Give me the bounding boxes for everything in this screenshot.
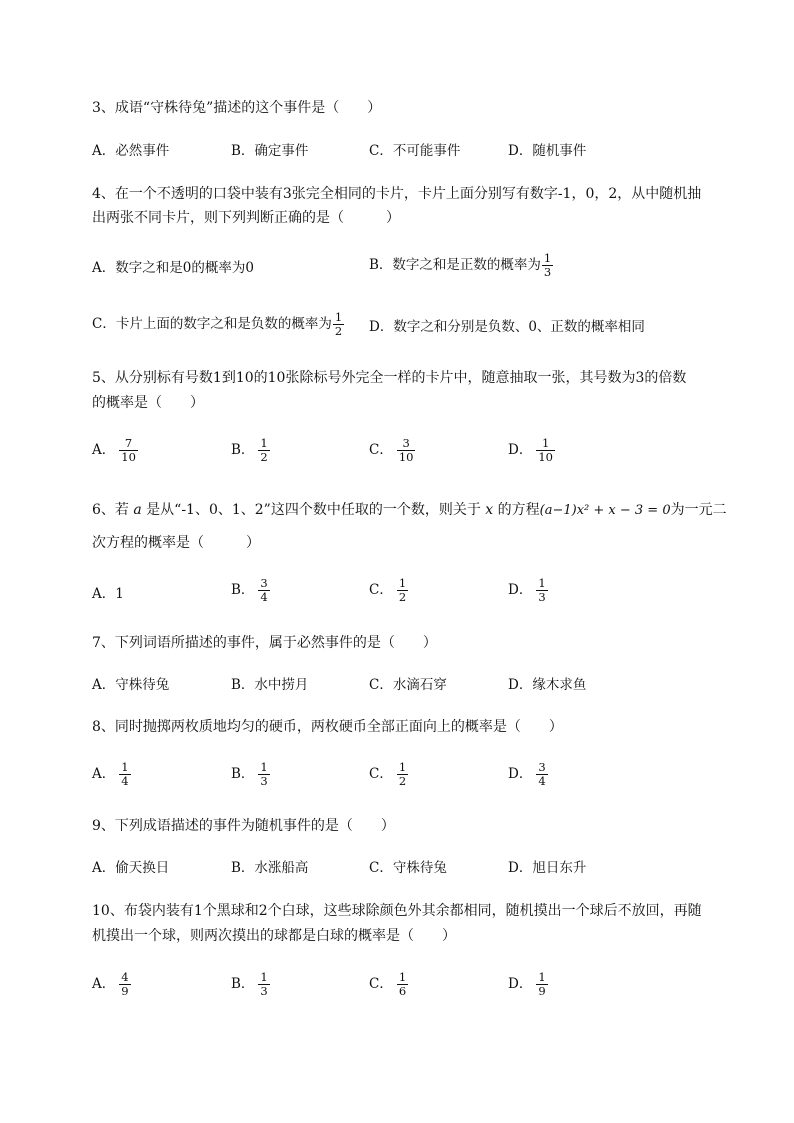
- q7-option-b: B．水中捞月: [231, 677, 309, 693]
- q4-option-c-text: C．卡片上面的数字之和是负数的概率为: [92, 316, 332, 332]
- fraction: [536, 971, 547, 998]
- q5-stem-line1: 5、从分别标有号数1到10的10张除标号外完全一样的卡片中，随意抽取一张，其号数为3的倍数: [92, 370, 687, 386]
- denominator: 3: [260, 984, 268, 998]
- q6-option-a: A．1: [92, 586, 124, 602]
- numerator: 1: [260, 760, 268, 774]
- denominator: 3: [260, 774, 268, 788]
- q6-text-d: 为一元二: [670, 502, 727, 518]
- q5-stem-line2: 的概率是（ ）: [92, 395, 204, 411]
- q8-option-b: [231, 761, 270, 788]
- q9-option-d: D．旭日东升: [508, 860, 587, 876]
- numerator: 1: [260, 436, 268, 450]
- numerator: 1: [398, 576, 407, 590]
- denominator: 10: [538, 450, 553, 464]
- option-letter: C．: [369, 766, 393, 782]
- q6-text-b: 是从“-1、0、1、2”这四个数中任取的一个数，则关于: [141, 502, 486, 518]
- fraction: [536, 437, 555, 464]
- denominator: 4: [260, 590, 268, 604]
- option-letter: B．: [231, 766, 255, 782]
- q3-option-b: B．确定事件: [231, 143, 309, 159]
- denominator: 9: [121, 984, 129, 998]
- q9-option-a: A．偷天换日: [92, 860, 170, 876]
- q5-option-a: [92, 437, 138, 464]
- q3-option-d: D．随机事件: [508, 143, 587, 159]
- q7-option-c: C．水滴石穿: [369, 677, 447, 693]
- option-letter: D．: [508, 976, 533, 992]
- q4-option-b-text: B．数字之和是正数的概率为: [369, 257, 541, 273]
- numerator: 1: [334, 310, 343, 324]
- q7-option-d: D．缘木求鱼: [508, 677, 587, 693]
- denominator: 4: [121, 774, 129, 788]
- numerator: 1: [260, 970, 268, 984]
- numerator: 1: [121, 760, 129, 774]
- numerator: 3: [538, 760, 546, 774]
- denominator: 6: [398, 984, 407, 998]
- option-letter: C．: [369, 976, 393, 992]
- numerator: 1: [398, 970, 407, 984]
- q4-option-b: [369, 252, 555, 279]
- q9-option-c: C．守株待兔: [369, 860, 447, 876]
- q6-option-b: [231, 577, 270, 604]
- denominator: 9: [538, 984, 546, 998]
- q10-option-d: [508, 971, 548, 998]
- denominator: 2: [260, 450, 268, 464]
- q4-option-c-fraction: [333, 311, 344, 338]
- option-letter: A．: [92, 976, 116, 992]
- q8-option-d: [508, 761, 548, 788]
- q3-option-c: C．不可能事件: [369, 143, 461, 159]
- q4-option-a: A．数字之和是0的概率为0: [92, 260, 254, 276]
- q5-option-b: [231, 437, 270, 464]
- q6-stem-line1: [92, 500, 727, 521]
- option-letter: D．: [508, 582, 533, 598]
- option-letter: D．: [508, 766, 533, 782]
- q9-option-b: B．水涨船高: [231, 860, 309, 876]
- q10-option-a: [92, 971, 131, 998]
- numerator: 1: [541, 436, 550, 450]
- option-letter: B．: [231, 442, 255, 458]
- q5-option-d: [508, 437, 555, 464]
- option-letter: C．: [369, 442, 393, 458]
- q6-stem-line2: 次方程的概率是（ ）: [92, 535, 260, 551]
- q6-option-c: [369, 577, 408, 604]
- q9-stem: 9、下列成语描述的事件为随机事件的是（ ）: [92, 818, 395, 834]
- q4-stem-line2: 出两张不同卡片，则下列判断正确的是（ ）: [92, 210, 400, 226]
- numerator: 1: [538, 970, 546, 984]
- fraction: [258, 971, 269, 998]
- q10-stem-line2: 机摸出一个球，则两次摸出的球都是白球的概率是（ ）: [92, 928, 456, 944]
- q4-option-d: D．数字之和分别是负数、0、正数的概率相同: [369, 319, 645, 335]
- fraction: [119, 437, 138, 464]
- q4-option-c: [92, 311, 346, 338]
- variable-x: x: [485, 502, 494, 518]
- q10-option-c: [369, 971, 408, 998]
- fraction: [119, 971, 130, 998]
- denominator: 2: [398, 774, 407, 788]
- q6-option-d: [508, 577, 548, 604]
- denominator: 2: [334, 324, 343, 338]
- q6-equation: (a−1)x² + x − 3 = 0: [539, 503, 671, 518]
- fraction: [258, 577, 269, 604]
- q10-stem-line1: 10、布袋内装有1个黑球和2个白球，这些球除颜色外其余都相同，随机摸出一个球后不放回，再随: [92, 903, 702, 919]
- denominator: 4: [538, 774, 546, 788]
- q8-option-a: [92, 761, 131, 788]
- option-letter: B．: [231, 582, 255, 598]
- q5-option-c: [369, 437, 415, 464]
- q3-stem: 3、成语“守株待兔”描述的这个事件是（ ）: [92, 100, 382, 116]
- fraction: [258, 437, 269, 464]
- option-letter: A．: [92, 766, 116, 782]
- numerator: 7: [124, 436, 133, 450]
- numerator: 4: [121, 970, 129, 984]
- q6-text-a: 6、若: [92, 502, 134, 518]
- fraction: [536, 577, 547, 604]
- denominator: 10: [398, 450, 414, 464]
- variable-a: a: [133, 502, 142, 518]
- numerator: 3: [402, 436, 410, 450]
- fraction: [397, 761, 408, 788]
- fraction: [119, 761, 130, 788]
- numerator: 3: [260, 576, 268, 590]
- fraction: [258, 761, 269, 788]
- numerator: 1: [538, 576, 546, 590]
- denominator: 3: [538, 590, 546, 604]
- fraction: [397, 577, 408, 604]
- option-letter: C．: [369, 582, 393, 598]
- fraction: [536, 761, 547, 788]
- q8-option-c: [369, 761, 408, 788]
- q6-text-c: 的方程: [493, 502, 540, 518]
- option-letter: B．: [231, 976, 255, 992]
- option-letter: A．: [92, 442, 116, 458]
- fraction: [397, 971, 408, 998]
- denominator: 2: [398, 590, 407, 604]
- q8-stem: 8、同时抛掷两枚质地均匀的硬币，两枚硬币全部正面向上的概率是（ ）: [92, 719, 563, 735]
- denominator: 3: [543, 265, 552, 279]
- denominator: 10: [121, 450, 136, 464]
- q7-stem: 7、下列词语所描述的事件，属于必然事件的是（ ）: [92, 635, 437, 651]
- fraction: [397, 437, 416, 464]
- option-letter: D．: [508, 442, 533, 458]
- numerator: 1: [543, 251, 552, 265]
- numerator: 1: [398, 760, 407, 774]
- q3-option-a: A．必然事件: [92, 143, 170, 159]
- q4-option-b-fraction: [542, 252, 553, 279]
- q7-option-a: A．守株待兔: [92, 677, 170, 693]
- q10-option-b: [231, 971, 270, 998]
- q4-stem-line1: 4、在一个不透明的口袋中装有3张完全相同的卡片，卡片上面分别写有数字-1，0，2，从中随机抽: [92, 186, 702, 202]
